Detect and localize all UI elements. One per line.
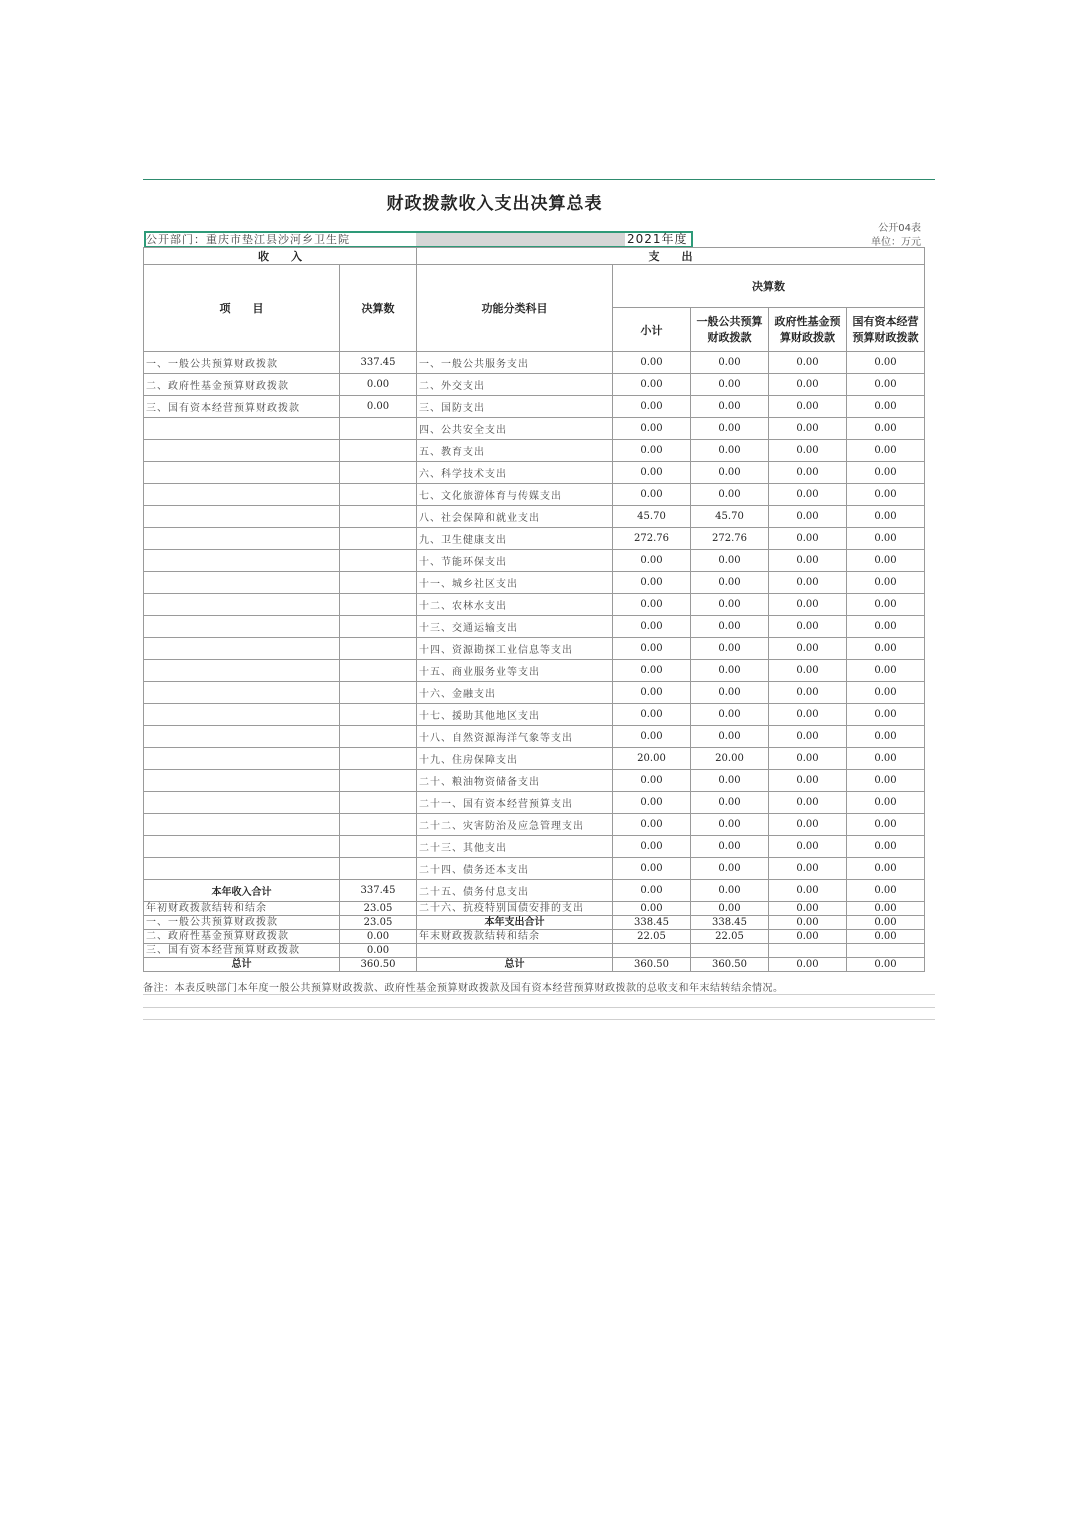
expense-item-cell[interactable]: 二十三、其他支出 (417, 836, 613, 858)
income-item-cell[interactable]: 本年收入合计 (144, 880, 340, 902)
expense-value-cell[interactable]: 0.00 (769, 836, 847, 858)
income-amount-cell[interactable] (340, 440, 417, 462)
expense-value-cell[interactable]: 0.00 (691, 572, 769, 594)
expense-item-cell[interactable]: 十六、金融支出 (417, 682, 613, 704)
summary-value-cell[interactable]: 360.50 (613, 958, 691, 972)
expense-value-cell[interactable]: 0.00 (613, 616, 691, 638)
expense-value-cell[interactable]: 0.00 (691, 682, 769, 704)
summary-expense-cell[interactable]: 总计 (417, 958, 613, 972)
expense-value-cell[interactable]: 0.00 (847, 572, 925, 594)
expense-value-cell[interactable]: 0.00 (769, 858, 847, 880)
income-amount-cell[interactable] (340, 506, 417, 528)
expense-value-cell[interactable]: 0.00 (847, 748, 925, 770)
income-amount-cell[interactable]: 0.00 (340, 396, 417, 418)
summary-value-cell[interactable] (691, 944, 769, 958)
expense-header: 支 出 (417, 248, 925, 265)
expense-value-cell[interactable]: 20.00 (691, 748, 769, 770)
summary-value-cell[interactable]: 0.00 (769, 930, 847, 944)
expense-value-cell[interactable]: 0.00 (613, 374, 691, 396)
income-item-cell[interactable] (144, 638, 340, 660)
income-item-cell[interactable] (144, 484, 340, 506)
expense-value-cell[interactable]: 0.00 (613, 880, 691, 902)
summary-value-cell[interactable]: 338.45 (613, 916, 691, 930)
expense-item-cell[interactable]: 十八、自然资源海洋气象等支出 (417, 726, 613, 748)
expense-value-cell[interactable]: 0.00 (769, 462, 847, 484)
page-title: 财政拨款收入支出决算总表 (386, 194, 603, 214)
income-item-cell[interactable] (144, 594, 340, 616)
income-amount-cell[interactable] (340, 528, 417, 550)
expense-value-cell[interactable]: 0.00 (691, 462, 769, 484)
expense-value-cell[interactable]: 0.00 (847, 660, 925, 682)
empty-gridline (143, 994, 935, 995)
expense-value-cell[interactable]: 0.00 (691, 352, 769, 374)
empty-gridline (143, 1007, 935, 1008)
summary-amount-cell[interactable]: 23.05 (340, 902, 417, 916)
expense-value-cell[interactable]: 0.00 (613, 572, 691, 594)
expense-item-cell[interactable]: 十五、商业服务业等支出 (417, 660, 613, 682)
income-item-cell[interactable] (144, 814, 340, 836)
expense-value-cell[interactable]: 0.00 (613, 660, 691, 682)
income-item-cell[interactable]: 二、政府性基金预算财政拨款 (144, 374, 340, 396)
income-amount-cell[interactable] (340, 858, 417, 880)
income-item-cell[interactable] (144, 770, 340, 792)
income-amount-cell[interactable] (340, 726, 417, 748)
expense-value-cell[interactable]: 0.00 (847, 704, 925, 726)
expense-value-cell[interactable]: 0.00 (613, 836, 691, 858)
expense-value-cell[interactable]: 0.00 (847, 506, 925, 528)
expense-item-cell[interactable]: 十二、农林水支出 (417, 594, 613, 616)
summary-row (144, 902, 925, 916)
summary-value-cell[interactable]: 0.00 (847, 916, 925, 930)
table-row (144, 352, 925, 374)
expense-value-cell[interactable]: 0.00 (691, 836, 769, 858)
title-row (143, 179, 935, 218)
expense-value-cell[interactable]: 0.00 (769, 374, 847, 396)
table-row (144, 682, 925, 704)
budget-table (143, 247, 925, 972)
expense-value-cell[interactable]: 0.00 (613, 682, 691, 704)
fund-header: 政府性基金预算财政拨款 (769, 308, 847, 352)
summary-income-cell[interactable]: 一、一般公共预算财政拨款 (144, 916, 340, 930)
expense-value-cell[interactable]: 0.00 (847, 770, 925, 792)
table-row (144, 528, 925, 550)
expense-value-cell[interactable]: 0.00 (847, 396, 925, 418)
expense-value-cell[interactable]: 0.00 (691, 374, 769, 396)
income-item-cell[interactable] (144, 462, 340, 484)
amount-header: 决算数 (340, 265, 417, 352)
expense-value-cell[interactable]: 0.00 (847, 836, 925, 858)
expense-value-cell[interactable]: 0.00 (769, 704, 847, 726)
summary-value-cell[interactable] (769, 944, 847, 958)
summary-expense-cell[interactable]: 年末财政拨款结转和结余 (417, 930, 613, 944)
expense-value-cell[interactable]: 0.00 (769, 616, 847, 638)
expense-item-cell[interactable]: 十四、资源勘探工业信息等支出 (417, 638, 613, 660)
income-item-cell[interactable] (144, 682, 340, 704)
summary-expense-cell[interactable]: 二十六、抗疫特别国债安排的支出 (417, 902, 613, 916)
expense-value-cell[interactable]: 0.00 (613, 726, 691, 748)
table-row (144, 440, 925, 462)
income-amount-cell[interactable] (340, 836, 417, 858)
income-item-cell[interactable] (144, 418, 340, 440)
state-header: 国有资本经营预算财政拨款 (847, 308, 925, 352)
summary-row (144, 930, 925, 944)
footnote: 备注：本表反映部门本年度一般公共预算财政拨款、政府性基金预算财政拨款及国有资本经营预算财政拨款的总收支和年末结转结余情况。 (143, 983, 784, 994)
expense-value-cell[interactable]: 0.00 (613, 484, 691, 506)
summary-row (144, 916, 925, 930)
expense-item-cell[interactable]: 三、国防支出 (417, 396, 613, 418)
expense-value-cell[interactable]: 0.00 (613, 704, 691, 726)
expense-value-cell[interactable]: 0.00 (847, 528, 925, 550)
expense-item-cell[interactable]: 十、节能环保支出 (417, 550, 613, 572)
income-amount-cell[interactable]: 337.45 (340, 880, 417, 902)
header-row-2 (144, 265, 925, 308)
expense-value-cell[interactable]: 0.00 (691, 550, 769, 572)
expense-value-cell[interactable]: 0.00 (691, 418, 769, 440)
expense-value-cell[interactable]: 0.00 (847, 594, 925, 616)
unit-label: 单位：万元 (871, 237, 921, 248)
juesuan-header: 决算数 (613, 265, 925, 308)
expense-value-cell[interactable]: 0.00 (769, 748, 847, 770)
summary-value-cell[interactable]: 0.00 (691, 902, 769, 916)
income-item-cell[interactable] (144, 726, 340, 748)
summary-amount-cell[interactable]: 23.05 (340, 916, 417, 930)
expense-item-cell[interactable]: 十七、援助其他地区支出 (417, 704, 613, 726)
income-amount-cell[interactable]: 0.00 (340, 374, 417, 396)
expense-value-cell[interactable]: 0.00 (847, 792, 925, 814)
expense-value-cell[interactable]: 0.00 (691, 396, 769, 418)
expense-value-cell[interactable]: 45.70 (691, 506, 769, 528)
department-label: 公开部门：重庆市垫江县沙河乡卫生院 (146, 233, 350, 246)
expense-value-cell[interactable]: 0.00 (847, 374, 925, 396)
expense-item-cell[interactable]: 八、社会保障和就业支出 (417, 506, 613, 528)
income-amount-cell[interactable] (340, 792, 417, 814)
expense-value-cell[interactable]: 0.00 (847, 352, 925, 374)
income-amount-cell[interactable]: 337.45 (340, 352, 417, 374)
summary-value-cell[interactable]: 0.00 (847, 902, 925, 916)
expense-item-cell[interactable]: 十一、城乡社区支出 (417, 572, 613, 594)
summary-value-cell[interactable]: 0.00 (847, 930, 925, 944)
expense-value-cell[interactable]: 0.00 (613, 638, 691, 660)
expense-value-cell[interactable]: 0.00 (613, 594, 691, 616)
income-amount-cell[interactable] (340, 704, 417, 726)
summary-row (144, 958, 925, 972)
expense-value-cell[interactable]: 0.00 (769, 594, 847, 616)
expense-value-cell[interactable]: 0.00 (847, 616, 925, 638)
income-amount-cell[interactable] (340, 418, 417, 440)
year-label: 2021年度 (627, 232, 688, 246)
expense-value-cell[interactable]: 0.00 (847, 814, 925, 836)
income-item-cell[interactable] (144, 616, 340, 638)
expense-value-cell[interactable]: 0.00 (847, 726, 925, 748)
income-amount-cell[interactable] (340, 616, 417, 638)
table-row (144, 880, 925, 902)
expense-value-cell[interactable]: 0.00 (769, 880, 847, 902)
expense-value-cell[interactable]: 20.00 (613, 748, 691, 770)
expense-value-cell[interactable]: 0.00 (691, 440, 769, 462)
income-amount-cell[interactable] (340, 770, 417, 792)
expense-value-cell[interactable]: 0.00 (847, 550, 925, 572)
expense-value-cell[interactable]: 0.00 (769, 418, 847, 440)
summary-value-cell[interactable]: 0.00 (847, 958, 925, 972)
table-row (144, 792, 925, 814)
table-row (144, 506, 925, 528)
expense-value-cell[interactable]: 0.00 (769, 572, 847, 594)
summary-income-cell[interactable]: 二、政府性基金预算财政拨款 (144, 930, 340, 944)
income-amount-cell[interactable] (340, 484, 417, 506)
income-amount-cell[interactable] (340, 572, 417, 594)
table-row (144, 572, 925, 594)
summary-value-cell[interactable] (613, 944, 691, 958)
expense-value-cell[interactable]: 0.00 (613, 418, 691, 440)
table-row (144, 616, 925, 638)
expense-item-cell[interactable]: 十三、交通运输支出 (417, 616, 613, 638)
summary-income-cell[interactable]: 总计 (144, 958, 340, 972)
expense-value-cell[interactable]: 0.00 (613, 440, 691, 462)
income-amount-cell[interactable] (340, 462, 417, 484)
expense-value-cell[interactable]: 0.00 (769, 396, 847, 418)
expense-value-cell[interactable]: 45.70 (613, 506, 691, 528)
income-amount-cell[interactable] (340, 550, 417, 572)
income-amount-cell[interactable] (340, 660, 417, 682)
income-item-cell[interactable]: 一、一般公共预算财政拨款 (144, 352, 340, 374)
expense-value-cell[interactable]: 0.00 (769, 792, 847, 814)
summary-value-cell[interactable]: 0.00 (613, 902, 691, 916)
expense-value-cell[interactable]: 0.00 (769, 682, 847, 704)
table-row (144, 770, 925, 792)
expense-value-cell[interactable]: 0.00 (613, 352, 691, 374)
income-item-cell[interactable] (144, 506, 340, 528)
table-row (144, 704, 925, 726)
expense-value-cell[interactable]: 0.00 (691, 594, 769, 616)
table-row (144, 484, 925, 506)
expense-item-cell[interactable]: 七、文化旅游体育与传媒支出 (417, 484, 613, 506)
expense-value-cell[interactable]: 0.00 (847, 418, 925, 440)
expense-value-cell[interactable]: 0.00 (691, 770, 769, 792)
income-header: 收 入 (144, 248, 417, 265)
income-amount-cell[interactable] (340, 814, 417, 836)
func-header: 功能分类科目 (417, 265, 613, 352)
income-item-cell[interactable] (144, 528, 340, 550)
summary-expense-cell[interactable]: 本年支出合计 (417, 916, 613, 930)
table-row (144, 638, 925, 660)
expense-value-cell[interactable]: 0.00 (769, 528, 847, 550)
table-row (144, 726, 925, 748)
expense-value-cell[interactable]: 0.00 (691, 880, 769, 902)
summary-value-cell[interactable]: 0.00 (769, 916, 847, 930)
expense-value-cell[interactable]: 0.00 (691, 792, 769, 814)
expense-value-cell[interactable]: 0.00 (613, 858, 691, 880)
table-row (144, 374, 925, 396)
expense-value-cell[interactable]: 0.00 (769, 506, 847, 528)
expense-value-cell[interactable]: 0.00 (847, 440, 925, 462)
summary-value-cell[interactable]: 360.50 (691, 958, 769, 972)
income-item-cell[interactable] (144, 550, 340, 572)
expense-value-cell[interactable]: 0.00 (691, 484, 769, 506)
empty-gridline (143, 1019, 935, 1020)
expense-item-cell[interactable]: 四、公共安全支出 (417, 418, 613, 440)
expense-item-cell[interactable]: 二十、粮油物资储备支出 (417, 770, 613, 792)
expense-value-cell[interactable]: 0.00 (847, 682, 925, 704)
expense-item-cell[interactable]: 二、外交支出 (417, 374, 613, 396)
summary-value-cell[interactable]: 22.05 (691, 930, 769, 944)
expense-value-cell[interactable]: 0.00 (613, 396, 691, 418)
expense-value-cell[interactable]: 0.00 (613, 550, 691, 572)
subtotal-header: 小计 (613, 308, 691, 352)
expense-value-cell[interactable]: 0.00 (613, 770, 691, 792)
summary-row (144, 944, 925, 958)
summary-amount-cell[interactable]: 0.00 (340, 944, 417, 958)
income-item-cell[interactable] (144, 836, 340, 858)
income-amount-cell[interactable] (340, 594, 417, 616)
expense-value-cell[interactable]: 0.00 (691, 616, 769, 638)
expense-value-cell[interactable]: 0.00 (691, 814, 769, 836)
income-item-cell[interactable] (144, 704, 340, 726)
shaded-cell (416, 233, 625, 246)
expense-value-cell[interactable]: 0.00 (613, 814, 691, 836)
expense-value-cell[interactable]: 0.00 (847, 880, 925, 902)
expense-value-cell[interactable]: 0.00 (769, 770, 847, 792)
summary-value-cell[interactable]: 0.00 (769, 958, 847, 972)
income-amount-cell[interactable] (340, 638, 417, 660)
expense-value-cell[interactable]: 0.00 (769, 660, 847, 682)
expense-value-cell[interactable]: 0.00 (847, 462, 925, 484)
expense-item-cell[interactable]: 九、卫生健康支出 (417, 528, 613, 550)
table-row (144, 836, 925, 858)
table-row (144, 814, 925, 836)
income-item-cell[interactable] (144, 858, 340, 880)
item-header: 项 目 (144, 265, 340, 352)
income-item-cell[interactable] (144, 748, 340, 770)
expense-value-cell[interactable]: 0.00 (691, 638, 769, 660)
income-amount-cell[interactable] (340, 682, 417, 704)
expense-value-cell[interactable]: 0.00 (847, 638, 925, 660)
expense-value-cell[interactable]: 0.00 (691, 660, 769, 682)
general-header: 一般公共预算财政拨款 (691, 308, 769, 352)
summary-expense-cell[interactable] (417, 944, 613, 958)
selected-cell-range[interactable] (144, 231, 693, 248)
summary-value-cell[interactable]: 22.05 (613, 930, 691, 944)
expense-value-cell[interactable]: 0.00 (769, 484, 847, 506)
expense-value-cell[interactable]: 0.00 (769, 638, 847, 660)
summary-income-cell[interactable]: 年初财政拨款结转和结余 (144, 902, 340, 916)
table-row (144, 550, 925, 572)
income-item-cell[interactable] (144, 440, 340, 462)
expense-value-cell[interactable]: 0.00 (769, 352, 847, 374)
expense-item-cell[interactable]: 十九、住房保障支出 (417, 748, 613, 770)
table-row (144, 858, 925, 880)
expense-value-cell[interactable]: 0.00 (847, 858, 925, 880)
expense-value-cell[interactable]: 0.00 (691, 704, 769, 726)
form-number: 公开04表 (878, 223, 921, 234)
table-row (144, 660, 925, 682)
expense-value-cell[interactable]: 0.00 (847, 484, 925, 506)
expense-item-cell[interactable]: 五、教育支出 (417, 440, 613, 462)
table-row (144, 462, 925, 484)
summary-amount-cell[interactable]: 0.00 (340, 930, 417, 944)
table-row (144, 418, 925, 440)
summary-amount-cell[interactable]: 360.50 (340, 958, 417, 972)
income-item-cell[interactable] (144, 660, 340, 682)
expense-item-cell[interactable]: 一、一般公共服务支出 (417, 352, 613, 374)
income-item-cell[interactable]: 三、国有资本经营预算财政拨款 (144, 396, 340, 418)
income-item-cell[interactable] (144, 572, 340, 594)
expense-value-cell[interactable]: 0.00 (613, 462, 691, 484)
table-row (144, 748, 925, 770)
header-row-1 (144, 248, 925, 265)
summary-value-cell[interactable] (847, 944, 925, 958)
expense-item-cell[interactable]: 六、科学技术支出 (417, 462, 613, 484)
expense-value-cell[interactable]: 0.00 (613, 792, 691, 814)
expense-value-cell[interactable]: 0.00 (769, 550, 847, 572)
expense-value-cell[interactable]: 272.76 (613, 528, 691, 550)
expense-item-cell[interactable]: 二十二、灾害防治及应急管理支出 (417, 814, 613, 836)
expense-value-cell[interactable]: 0.00 (769, 440, 847, 462)
summary-value-cell[interactable]: 338.45 (691, 916, 769, 930)
summary-income-cell[interactable]: 三、国有资本经营预算财政拨款 (144, 944, 340, 958)
expense-value-cell[interactable]: 0.00 (691, 858, 769, 880)
expense-item-cell[interactable]: 二十四、债务还本支出 (417, 858, 613, 880)
income-item-cell[interactable] (144, 792, 340, 814)
table-row (144, 594, 925, 616)
expense-value-cell[interactable]: 0.00 (769, 814, 847, 836)
expense-item-cell[interactable]: 二十五、债务付息支出 (417, 880, 613, 902)
expense-value-cell[interactable]: 272.76 (691, 528, 769, 550)
expense-item-cell[interactable]: 二十一、国有资本经营预算支出 (417, 792, 613, 814)
meta-row (143, 231, 935, 246)
summary-value-cell[interactable]: 0.00 (769, 902, 847, 916)
expense-value-cell[interactable]: 0.00 (691, 726, 769, 748)
income-amount-cell[interactable] (340, 748, 417, 770)
expense-value-cell[interactable]: 0.00 (769, 726, 847, 748)
table-row (144, 396, 925, 418)
